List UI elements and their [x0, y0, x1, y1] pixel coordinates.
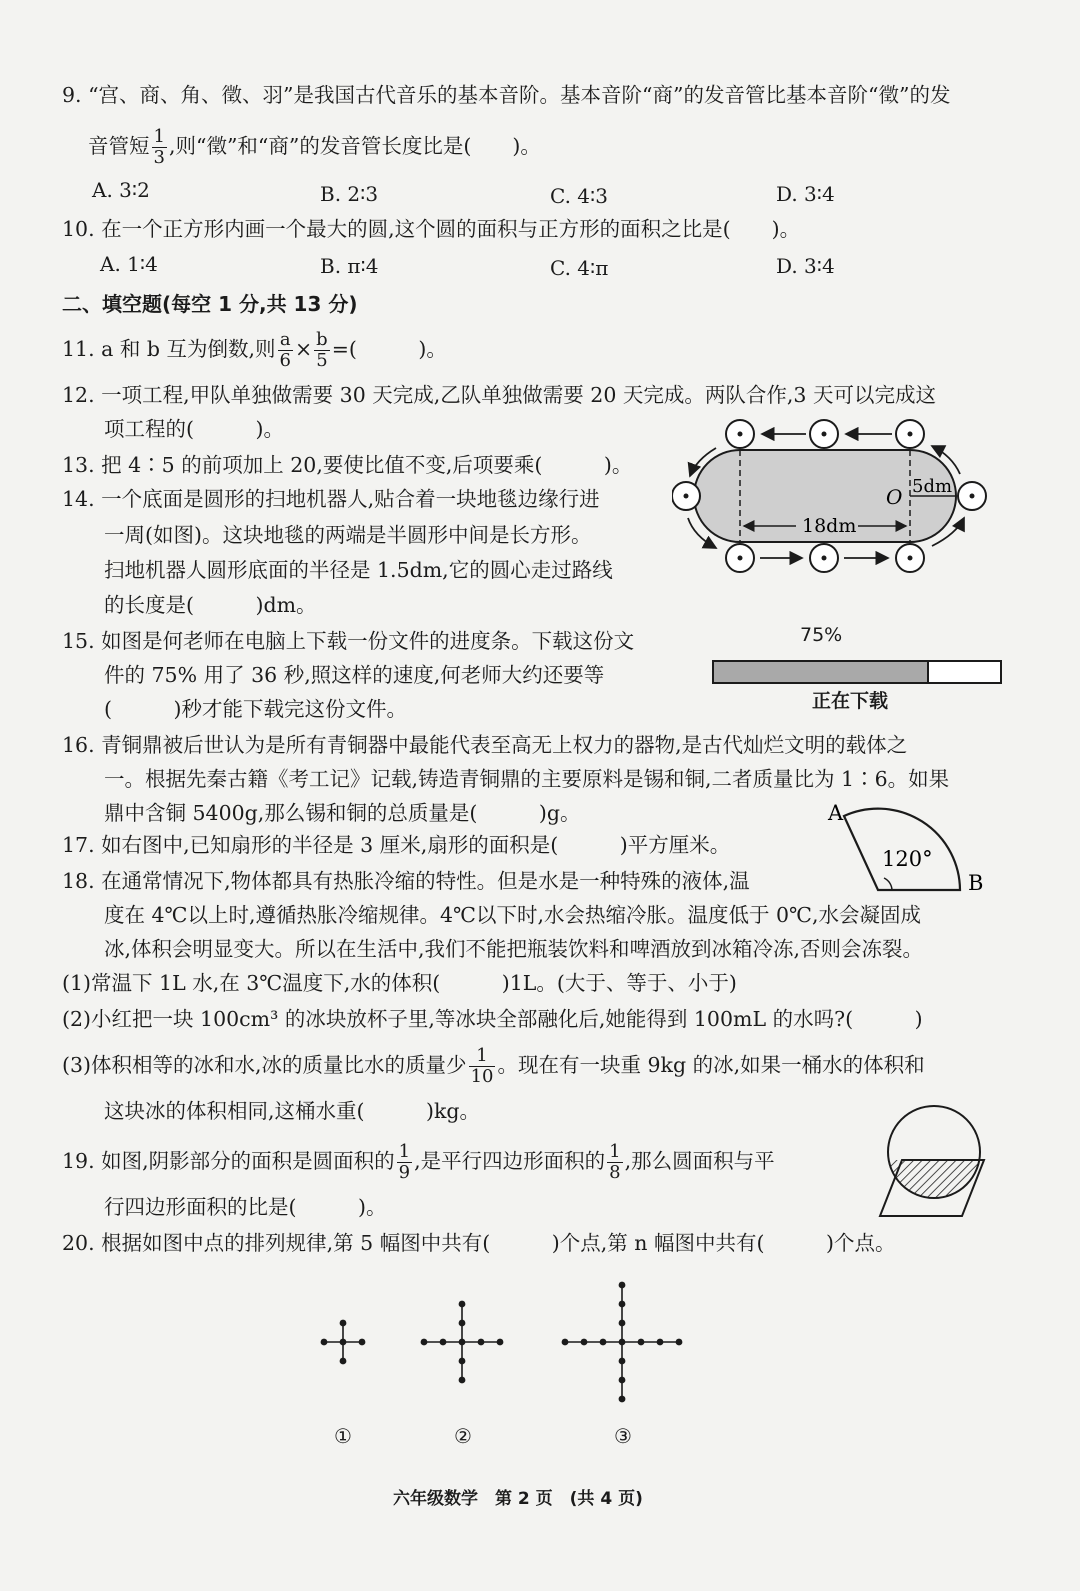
q14-line2: 一周(如图)。这块地毯的两端是半圆形中间是长方形。: [104, 523, 592, 547]
q16-line2: 一。根据先秦古籍《考工记》记载,铸造青铜鼎的主要原料是锡和铜,二者质量比为 1∶6。如果: [104, 767, 950, 791]
figure-label-2: ②: [454, 1424, 472, 1448]
q10-line1: 10. 在一个正方形内画一个最大的圆,这个圆的面积与正方形的面积之比是( )。: [62, 217, 801, 241]
q20-line1: 20. 根据如图中点的排列规律,第 5 幅图中共有( )个点,第 n 幅图中共有( )个点。: [62, 1231, 896, 1255]
q18-line3: 冰,体积会明显变大。所以在生活中,我们不能把瓶装饮料和啤酒放到冰箱冷冻,否则会冻裂。: [104, 937, 924, 961]
pattern-dot: [440, 1339, 447, 1346]
figure-label-3: ③: [614, 1424, 632, 1448]
q19-line2: 行四边形面积的比是( )。: [104, 1195, 387, 1219]
q18-sub1: (1)常温下 1L 水,在 3℃温度下,水的体积( )1L。(大于、等于、小于): [62, 971, 737, 995]
q18-frac-num: 1: [469, 1046, 496, 1067]
angle-label: 120°: [882, 847, 933, 871]
q19-f1-den: 9: [398, 1162, 411, 1183]
q9-fraction: [152, 127, 167, 168]
q11-fraction-2: [314, 330, 330, 371]
q18-sub3-line2: 这块冰的体积相同,这桶水重( )kg。: [104, 1099, 481, 1123]
q9-text-b: ,则“徵”和“商”的发音管长度比是( )。: [168, 134, 541, 158]
pattern-dot: [321, 1339, 328, 1346]
pattern-dot: [619, 1320, 626, 1327]
pattern-dot: [459, 1320, 466, 1327]
pattern-dot: [619, 1396, 626, 1403]
pattern-dot: [600, 1339, 607, 1346]
q18-frac-den: 10: [470, 1066, 494, 1087]
pattern-dot: [459, 1358, 466, 1365]
point-a-label: A: [828, 801, 844, 825]
q10-option-d[interactable]: D. 3∶4: [776, 254, 835, 278]
q13: 13. 把 4∶5 的前项加上 20,要使比值不变,后项要乘( )。: [62, 453, 633, 477]
q11-f2-den: 5: [316, 350, 328, 371]
q9-option-a[interactable]: A. 3∶2: [92, 178, 150, 202]
pattern-dot: [619, 1339, 626, 1346]
q9-option-c[interactable]: C. 4∶3: [550, 184, 608, 208]
pattern-dot: [562, 1339, 569, 1346]
q9-text-a: 音管短: [88, 134, 150, 158]
q18-line2: 度在 4℃以上时,遵循热胀冷缩规律。4℃以下时,水会热缩冷胀。温度低于 0℃,水会凝固成: [104, 903, 922, 927]
progress-bar: [712, 660, 1002, 684]
pattern-dot: [459, 1301, 466, 1308]
radius-label: 5dm: [912, 476, 953, 497]
q14-line4: 的长度是( )dm。: [104, 593, 317, 617]
pattern-dot: [638, 1339, 645, 1346]
q15-line1: 15. 如图是何老师在电脑上下载一份文件的进度条。下载这份文: [62, 629, 635, 653]
q14-carpet-figure: [672, 418, 1002, 588]
q19-text-a: 19. 如图,阴影部分的面积是圆面积的: [62, 1149, 395, 1173]
q18-sub3: [62, 1046, 925, 1087]
pattern-dot: [619, 1282, 626, 1289]
q19-f2-num: 1: [609, 1141, 621, 1162]
q19-line1: [62, 1142, 775, 1183]
q19-text-c: ,那么圆面积与平: [624, 1149, 775, 1173]
pattern-dot: [421, 1339, 428, 1346]
progress-percent-label: 75%: [800, 624, 843, 646]
pattern-dot: [340, 1320, 347, 1327]
figure-label-1: ①: [334, 1424, 352, 1448]
q11: [62, 330, 447, 371]
pattern-dot: [619, 1358, 626, 1365]
q20-dot-pattern-figure: [300, 1258, 720, 1428]
q19-f2-den: 8: [609, 1162, 621, 1183]
pattern-dot: [657, 1339, 664, 1346]
pattern-dot: [359, 1339, 366, 1346]
pattern-dot: [676, 1339, 683, 1346]
q11-f2-num: b: [316, 329, 328, 350]
q14-line3: 扫地机器人圆形底面的半径是 1.5dm,它的圆心走过路线: [104, 558, 613, 582]
section-title: 二、填空题(每空 1 分,共 13 分): [62, 292, 358, 316]
length-label: 18dm: [802, 515, 857, 537]
pattern-dot: [619, 1377, 626, 1384]
q9-line2: [88, 127, 541, 168]
q11-f1-num: a: [278, 330, 293, 351]
q9-line1: 9. “宫、商、角、徵、羽”是我国古代音乐的基本音阶。基本音阶“商”的发音管比基本音阶“徵”的发: [62, 83, 951, 107]
q11-fraction-1: [278, 330, 293, 371]
q19-text-b: ,是平行四边形面积的: [414, 1149, 606, 1173]
pattern-dot: [340, 1339, 347, 1346]
q11-times: ×: [294, 337, 313, 361]
progress-caption: 正在下载: [812, 690, 889, 712]
pattern-dot: [459, 1339, 466, 1346]
progress-fill: [714, 662, 929, 682]
q12-line2: 项工程的( )。: [104, 417, 284, 441]
pattern-dot: [581, 1339, 588, 1346]
q9-frac-num: 1: [153, 126, 165, 147]
q9-option-d[interactable]: D. 3∶4: [776, 182, 835, 206]
sector-angle-arc: [884, 878, 892, 890]
q11-f1-den: 6: [279, 350, 291, 371]
pattern-dot: [459, 1377, 466, 1384]
q17-sector-figure: [826, 798, 1006, 908]
pattern-dot: [340, 1358, 347, 1365]
q10-option-b[interactable]: B. π∶4: [320, 254, 379, 278]
q14-line1: 14. 一个底面是圆形的扫地机器人,贴合着一块地毯边缘行进: [62, 487, 600, 511]
pattern-dot: [619, 1301, 626, 1308]
q15-line2: 件的 75% 用了 36 秒,照这样的速度,何老师大约还要等: [104, 663, 605, 687]
q16-line3: 鼎中含铜 5400g,那么锡和铜的总质量是( )g。: [104, 801, 581, 825]
q18-sub2: (2)小红把一块 100cm³ 的冰块放杯子里,等冰块全部融化后,她能得到 100mL 的水吗?( ): [62, 1007, 923, 1031]
q19-f1-num: 1: [398, 1141, 411, 1162]
center-o-label: O: [886, 485, 903, 509]
q19-fraction-1: [397, 1142, 412, 1183]
q10-option-a[interactable]: A. 1∶4: [100, 252, 158, 276]
q11-text-b: =( )。: [331, 337, 447, 361]
pattern-dot: [478, 1339, 485, 1346]
point-b-label: B: [968, 871, 984, 895]
q11-text-a: 11. a 和 b 互为倒数,则: [62, 337, 276, 361]
q12-line1: 12. 一项工程,甲队单独做需要 30 天完成,乙队单独做需要 20 天完成。两队合作,3 天可以完成这: [62, 383, 936, 407]
q9-option-b[interactable]: B. 2∶3: [320, 182, 379, 206]
q18-line1: 18. 在通常情况下,物体都具有热胀冷缩的特性。但是水是一种特殊的液体,温: [62, 869, 750, 893]
q19-fraction-2: [607, 1142, 622, 1183]
q18-fraction: [469, 1046, 496, 1087]
q18-sub3-text-b: 。现在有一块重 9kg 的冰,如果一桶水的体积和: [497, 1053, 925, 1077]
q16-line1: 16. 青铜鼎被后世认为是所有青铜器中最能代表至高无上权力的器物,是古代灿烂文明的载体之: [62, 733, 908, 757]
q19-circle-parallelogram-figure: [876, 1104, 1000, 1224]
q9-frac-den: 3: [153, 147, 165, 168]
pattern-dot: [497, 1339, 504, 1346]
q15-line3: ( )秒才能下载完这份文件。: [104, 697, 407, 721]
q10-option-c[interactable]: C. 4∶π: [550, 256, 609, 280]
q17-line1: 17. 如右图中,已知扇形的半径是 3 厘米,扇形的面积是( )平方厘米。: [62, 833, 731, 857]
page-footer: 六年级数学 第 2 页 (共 4 页): [393, 1489, 643, 1509]
q18-sub3-text-a: (3)体积相等的冰和水,冰的质量比水的质量少: [62, 1053, 467, 1077]
